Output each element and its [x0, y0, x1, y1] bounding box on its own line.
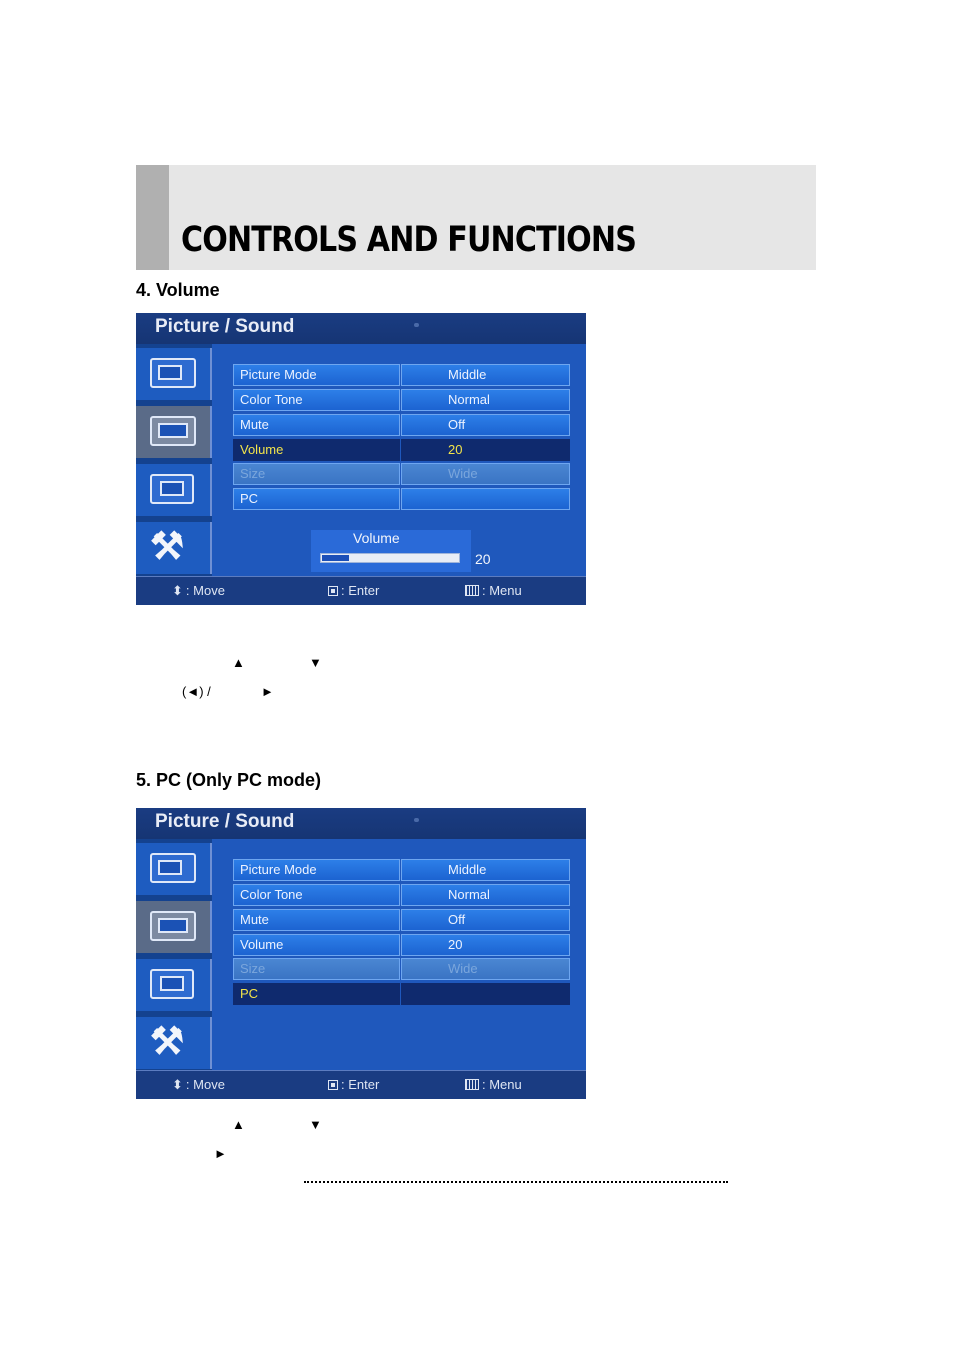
osd-sidebar [136, 344, 212, 576]
menu-value: Middle [401, 364, 570, 386]
menu-label: PC [233, 488, 400, 510]
menu-label: Volume [233, 439, 400, 461]
menu-label: Mute [233, 414, 400, 436]
move-hint: ⬍ : Move [172, 583, 225, 598]
menu-label: Size [233, 958, 400, 980]
menu-icon [465, 585, 479, 596]
volume-slider-fill [322, 555, 349, 561]
section-title-pc: 5. PC (Only PC mode) [136, 770, 322, 790]
menu-value: Normal [401, 389, 570, 411]
picture-tab[interactable] [136, 843, 212, 895]
right-arrow-icon: ► [261, 684, 274, 699]
osd-title-bar [136, 808, 586, 839]
menu-icon [465, 1079, 479, 1090]
osd-title-dot [414, 818, 419, 822]
tools-icon: ⚒ [150, 1021, 185, 1063]
menu-row-picture-mode[interactable] [233, 859, 570, 883]
menu-label: Mute [233, 909, 400, 931]
menu-value: Wide [401, 463, 570, 485]
enter-icon [328, 586, 338, 596]
osd-screen-pc [136, 808, 586, 1099]
menu-value [401, 488, 570, 510]
menu-row-picture-mode[interactable] [233, 364, 570, 388]
menu-value: Off [401, 414, 570, 436]
menu-value [401, 983, 570, 1005]
volume-slider[interactable] [320, 553, 460, 563]
osd-screen-volume [136, 313, 586, 605]
sound-tab[interactable] [136, 901, 212, 953]
page-title: CONTROLS AND FUNCTIONS [181, 220, 637, 260]
screen-icon [150, 474, 194, 504]
osd-title: Picture / Sound [155, 316, 295, 337]
volume-popup-value: 20 [475, 551, 491, 567]
menu-label: Picture Mode [233, 859, 400, 881]
menu-value: 20 [401, 934, 570, 956]
picture-icon [150, 358, 196, 388]
screen-tab[interactable] [136, 959, 212, 1011]
tools-icon: ⚒ [150, 526, 185, 568]
updown-icon: ⬍ [172, 1077, 183, 1092]
screen-tab[interactable] [136, 464, 212, 516]
picture-icon [150, 853, 196, 883]
menu-row-color-tone[interactable] [233, 884, 570, 908]
menu-row-mute[interactable] [233, 414, 570, 438]
osd-title-bar [136, 313, 586, 344]
menu-label: Color Tone [233, 389, 400, 411]
osd-help-bar [136, 576, 586, 605]
menu-label: Picture Mode [233, 364, 400, 386]
left-paren-text: (◄) / [182, 684, 211, 699]
menu-row-color-tone[interactable] [233, 389, 570, 413]
up-arrow-icon: ▲ [232, 655, 245, 670]
right-arrow-icon: ► [214, 1146, 227, 1161]
menu-hint: : Menu [465, 1077, 522, 1092]
enter-icon [328, 1080, 338, 1090]
picture-tab[interactable] [136, 348, 212, 400]
menu-row-pc[interactable] [233, 983, 570, 1007]
menu-label: Volume [233, 934, 400, 956]
menu-row-size [233, 958, 570, 982]
osd-title-dot [414, 323, 419, 327]
sound-icon [150, 911, 196, 941]
menu-row-volume[interactable] [233, 439, 570, 463]
enter-hint: : Enter [328, 583, 379, 598]
section-title-volume: 4. Volume [136, 280, 220, 300]
menu-value: Off [401, 909, 570, 931]
down-arrow-icon: ▼ [309, 1117, 322, 1132]
menu-hint: : Menu [465, 583, 522, 598]
screen-icon [150, 969, 194, 999]
menu-label: PC [233, 983, 400, 1005]
move-hint: ⬍ : Move [172, 1077, 225, 1092]
menu-row-pc[interactable] [233, 488, 570, 512]
updown-icon: ⬍ [172, 583, 183, 598]
down-arrow-icon: ▼ [309, 655, 322, 670]
osd-help-bar [136, 1070, 586, 1099]
header-accent-bar [136, 165, 169, 270]
menu-row-volume[interactable] [233, 934, 570, 958]
menu-value: 20 [401, 439, 570, 461]
volume-popup-label: Volume [353, 530, 400, 546]
osd-sidebar [136, 839, 212, 1071]
menu-label: Size [233, 463, 400, 485]
setup-tab[interactable] [136, 522, 212, 574]
setup-tab[interactable] [136, 1017, 212, 1069]
sound-tab[interactable] [136, 406, 212, 458]
enter-hint: : Enter [328, 1077, 379, 1092]
up-arrow-icon: ▲ [232, 1117, 245, 1132]
menu-value: Middle [401, 859, 570, 881]
menu-label: Color Tone [233, 884, 400, 906]
menu-value: Wide [401, 958, 570, 980]
menu-row-size [233, 463, 570, 487]
dotted-leader [304, 1173, 728, 1183]
osd-title: Picture / Sound [155, 811, 295, 832]
menu-value: Normal [401, 884, 570, 906]
sound-icon [150, 416, 196, 446]
menu-row-mute[interactable] [233, 909, 570, 933]
